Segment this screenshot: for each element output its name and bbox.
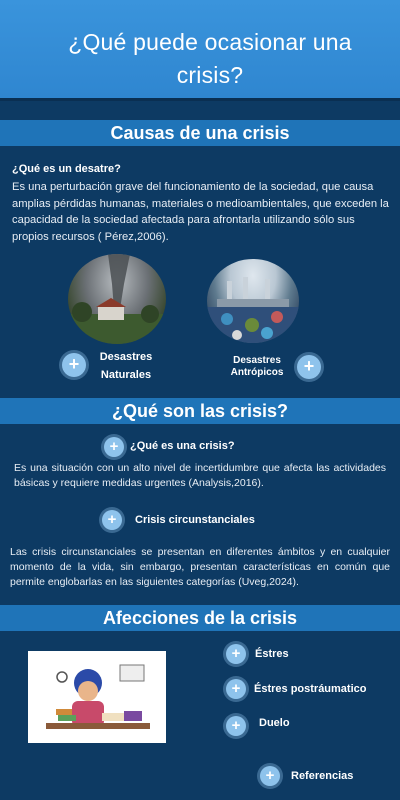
estres-label: Éstres (255, 648, 289, 660)
expand-natural-button[interactable]: + (62, 353, 86, 377)
expand-crisis-button[interactable]: + (104, 437, 124, 457)
expand-circunstanciales-button[interactable]: + (102, 510, 122, 530)
expand-estres-postraumatico-button[interactable]: + (226, 679, 246, 699)
tornado-photo (68, 254, 166, 344)
expand-estres-button[interactable]: + (226, 644, 246, 664)
anthropic-disasters-label: Desastres Antrópicos (230, 355, 284, 378)
stressed-student-illustration (28, 651, 166, 743)
section-title-que-son: ¿Qué son las crisis? (0, 398, 400, 424)
header-banner (0, 0, 400, 101)
question-crisis: ¿Qué es una crisis? (130, 440, 235, 452)
circunstanciales-text: Las crisis circunstanciales se presentan en diferentes ámbitos y en cualquier momento de la vida, sin embargo, presentan características en común que permite englobarlas en las siguientes categorías (Uveg,2024). (10, 546, 390, 588)
referencias-label: Referencias (291, 770, 354, 782)
natural-disasters-label: Desastres Naturales (99, 351, 153, 381)
page-title: ¿Qué puede ocasionar una crisis? (68, 29, 352, 88)
expand-referencias-button[interactable]: + (260, 766, 280, 786)
desastre-definition: Es una perturbación grave del funcionamiento de la sociedad, que causa amplias pérdidas humanas, materiales o medioambientales, que exceden la capacidad de la sociedad afectada para afrontarla utilizando sólo sus propios recursos ( Pérez,2006). (12, 181, 389, 243)
expand-duelo-button[interactable]: + (226, 716, 246, 736)
expand-anthropic-button[interactable]: + (297, 355, 321, 379)
crisis-definition: Es una situación con un alto nivel de incertidumbre que afecta las actividades básicas y requiere medidas urgentes (Analysis,2016). (14, 462, 386, 489)
section-title-causas: Causas de una crisis (0, 120, 400, 146)
section-title-afecciones: Afecciones de la crisis (0, 605, 400, 631)
pollution-photo (207, 259, 299, 343)
duelo-label: Duelo (259, 717, 290, 729)
estres-postraumatico-label: Éstres postráumatico (254, 683, 367, 695)
circunstanciales-label: Crisis circunstanciales (135, 514, 255, 526)
question-desastre: ¿Qué es un desatre? (12, 163, 121, 175)
